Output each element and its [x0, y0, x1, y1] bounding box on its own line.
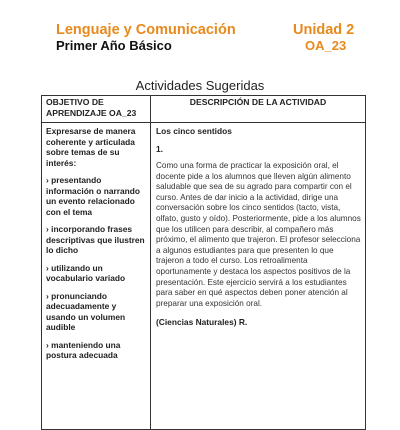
objective-code: OA_23 [305, 38, 347, 53]
activity-number: 1. [156, 143, 163, 154]
activity-title: Los cinco sentidos [156, 126, 232, 136]
section-title: Actividades Sugeridas [135, 78, 265, 93]
objective-bullet: › presentando información o narrando un evento relacionado con el tema [46, 175, 140, 217]
activity-note: (Ciencias Naturales) R. [156, 317, 248, 328]
objective-cell [42, 123, 151, 430]
activity-description: Como una forma de practicar la exposición oral, el docente pide a los alumnos que lleven algún alimento saludable que sea de su agrado para compartir con el curso. Antes de dar inicio a la actividad, dirige una conversación sobre los cinco sentidos (tacto, vista, olfato, gusto y oído). Posteriormente, pide a los alumnos que los utilicen para describir, al compañero más próximo, el alimento que trajeron. El profesor selecciona a algunos estudiantes para que presenten lo que trajeron a todo el curso. Los retroalimenta oportunamente y destaca los aspectos positivos de la presentación. Este ejercicio servirá a los estudiantes para saber en qué aspectos deben poner atención al preparar una exposición oral. [156, 161, 361, 308]
description-column-header: DESCRIPCIÓN DE LA ACTIVIDAD [151, 96, 366, 123]
grade-level: Primer Año Básico [56, 38, 172, 53]
objective-bullet: › incorporando frases descriptivas que ilustren lo dicho [46, 224, 145, 255]
subject-title: Lenguaje y Comunicación [56, 22, 236, 38]
objective-bullet: › utilizando un vocabulario variado [46, 262, 126, 283]
objective-bullet: › manteniendo una postura adecuada [46, 339, 121, 360]
table-header-row [42, 96, 366, 123]
objective-lead: Expresarse de manera coherente y articulada sobre temas de su interés: [46, 126, 136, 168]
unit-label: Unidad 2 [293, 22, 355, 38]
objective-column-header: OBJETIVO DE APRENDIZAJE OA_23 [42, 96, 151, 123]
objective-bullet: › pronunciando adecuadamente y usando un volumen audible [46, 290, 126, 332]
table-row [42, 123, 366, 430]
activities-table [41, 95, 366, 430]
activity-cell [151, 123, 366, 430]
